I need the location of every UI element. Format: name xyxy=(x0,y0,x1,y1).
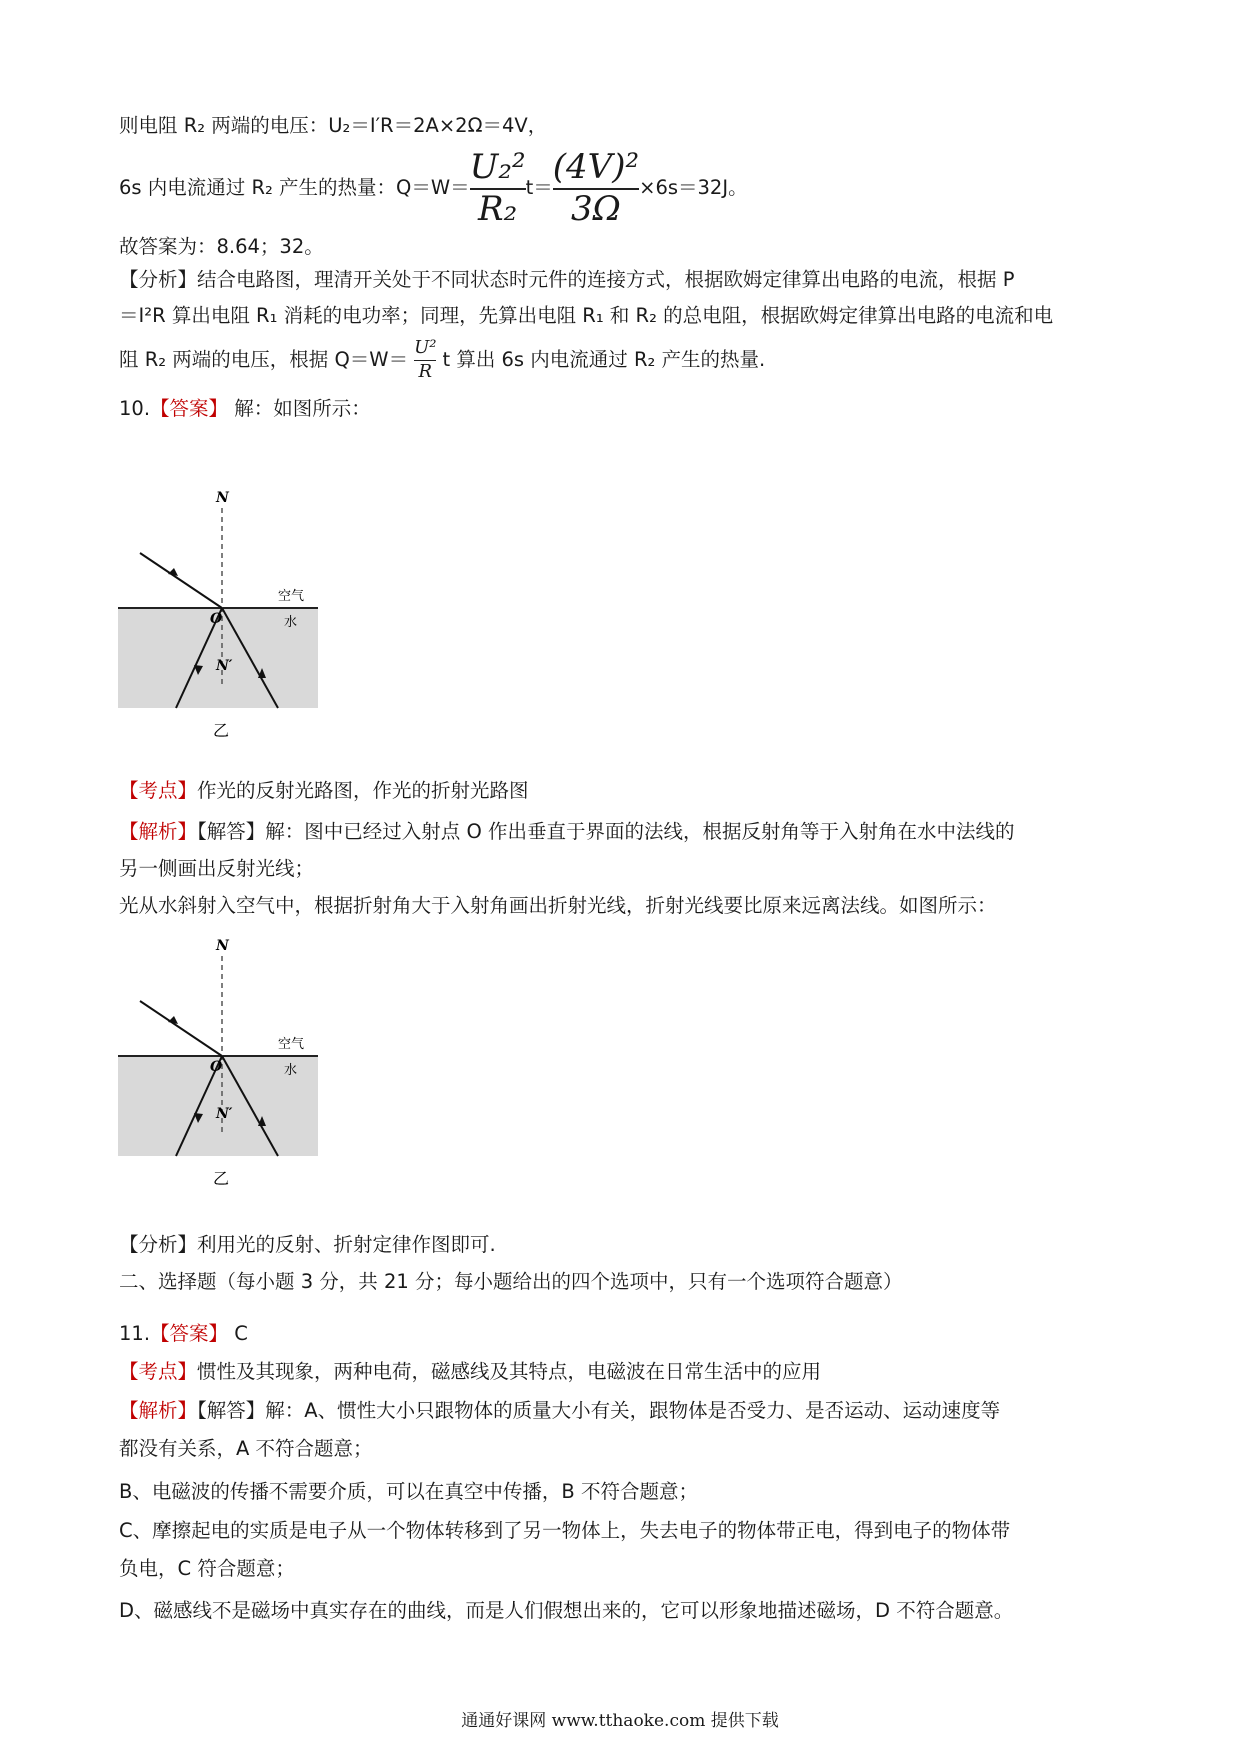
reflection-diagram-1 xyxy=(118,488,380,750)
text-line-17: 都没有关系，A 不符合题意； xyxy=(119,1437,373,1460)
text-line-1: 则电阻 R₂ 两端的电压：U₂＝I′R＝2A×2Ω＝4V， xyxy=(119,114,548,137)
fraction-4v-over-3ohm: $\frac{\text{(4V)²}}{3\Omega}$ xyxy=(552,147,640,229)
text-line-21: D、磁感线不是磁场中真实存在的曲线，而是人们假想出来的，它可以形象地描述磁场，D 不符合题意。 xyxy=(119,1599,1014,1622)
label-water: 水 xyxy=(284,1063,298,1078)
text-line-19: C、摩擦起电的实质是电子从一个物体转移到了另一物体上，失去电子的物体带正电，得到电子的物体带 xyxy=(119,1519,1011,1542)
fraction-u2-over-r2: $\frac{\text{U₂²}}{\text{R₂}}$ xyxy=(469,147,526,229)
text-line-16: 【解析】【解答】解：A、惯性大小只跟物体的质量大小有关，跟物体是否受力、是否运动、运动速度等 xyxy=(119,1399,1001,1422)
text-line-2: 6s 内电流通过 R₂ 产生的热量：Q＝W＝ $\frac{\text{U₂²}}{\text{R₂}}$ t＝ $\frac{\text{(4V)²}}{3\Omega}$ ×6s＝32J。 xyxy=(119,147,748,229)
page-footer: 通通好课网 www.tthaoke.com 提供下载 xyxy=(461,1711,779,1731)
label-n: N xyxy=(216,490,229,506)
text-line-4: 【分析】结合电路图，理清开关处于不同状态时元件的连接方式，根据欧姆定律算出电路的电流，根据 P xyxy=(119,268,1015,291)
reflection-diagram-2 xyxy=(118,936,380,1198)
text-line-10: 另一侧画出反射光线； xyxy=(119,857,315,880)
text-line-6: 阻 R₂ 两端的电压，根据 Q＝W＝ $\frac{\text{U²}}{R}$ t 算出 6s 内电流通过 R₂ 产生的热量. xyxy=(119,337,766,382)
text-line-3: 故答案为：8.64；32。 xyxy=(119,235,324,258)
figure-caption: 乙 xyxy=(213,1169,230,1188)
text-line-8: 【考点】作光的反射光路图，作光的折射光路图 xyxy=(119,779,529,802)
text-line-20: 负电，C 符合题意； xyxy=(119,1557,295,1580)
text-line-13: 二、选择题（每小题 3 分，共 21 分；每小题给出的四个选项中，只有一个选项符合题意） xyxy=(119,1270,903,1293)
label-o: O xyxy=(210,1059,223,1075)
text-line-7: 10.【答案】 解：如图所示： xyxy=(119,397,371,420)
text-line-14: 11.【答案】 C xyxy=(119,1322,248,1345)
refracted-ray xyxy=(140,553,222,608)
label-n-prime: N′ xyxy=(216,1106,233,1122)
text-line-18: B、电磁波的传播不需要介质，可以在真空中传播，B 不符合题意； xyxy=(119,1480,698,1503)
label-air: 空气 xyxy=(278,589,305,604)
text-line-11: 光从水斜射入空气中，根据折射角大于入射角画出折射光线，折射光线要比原来远离法线。如图所示： xyxy=(119,894,997,917)
text-line-9: 【解析】【解答】解：图中已经过入射点 O 作出垂直于界面的法线，根据反射角等于入射角在水中法线的 xyxy=(119,820,1015,843)
label-o: O xyxy=(210,611,223,627)
text-line-5: ＝I²R 算出电阻 R₁ 消耗的电功率；同理，先算出电阻 R₁ 和 R₂ 的总电阻，根据欧姆定律算出电路的电流和电 xyxy=(119,304,1054,327)
fraction-u-squared-over-r: $\frac{\text{U²}}{R}$ xyxy=(414,337,437,382)
label-air: 空气 xyxy=(278,1037,305,1052)
label-water: 水 xyxy=(284,615,298,630)
figure-caption: 乙 xyxy=(213,721,230,740)
text-line-12: 【分析】利用光的反射、折射定律作图即可. xyxy=(119,1233,496,1256)
refracted-ray xyxy=(140,1001,222,1056)
text-line-15: 【考点】惯性及其现象，两种电荷，磁感线及其特点，电磁波在日常生活中的应用 xyxy=(119,1360,822,1383)
label-n: N xyxy=(216,938,229,954)
label-n-prime: N′ xyxy=(216,658,233,674)
